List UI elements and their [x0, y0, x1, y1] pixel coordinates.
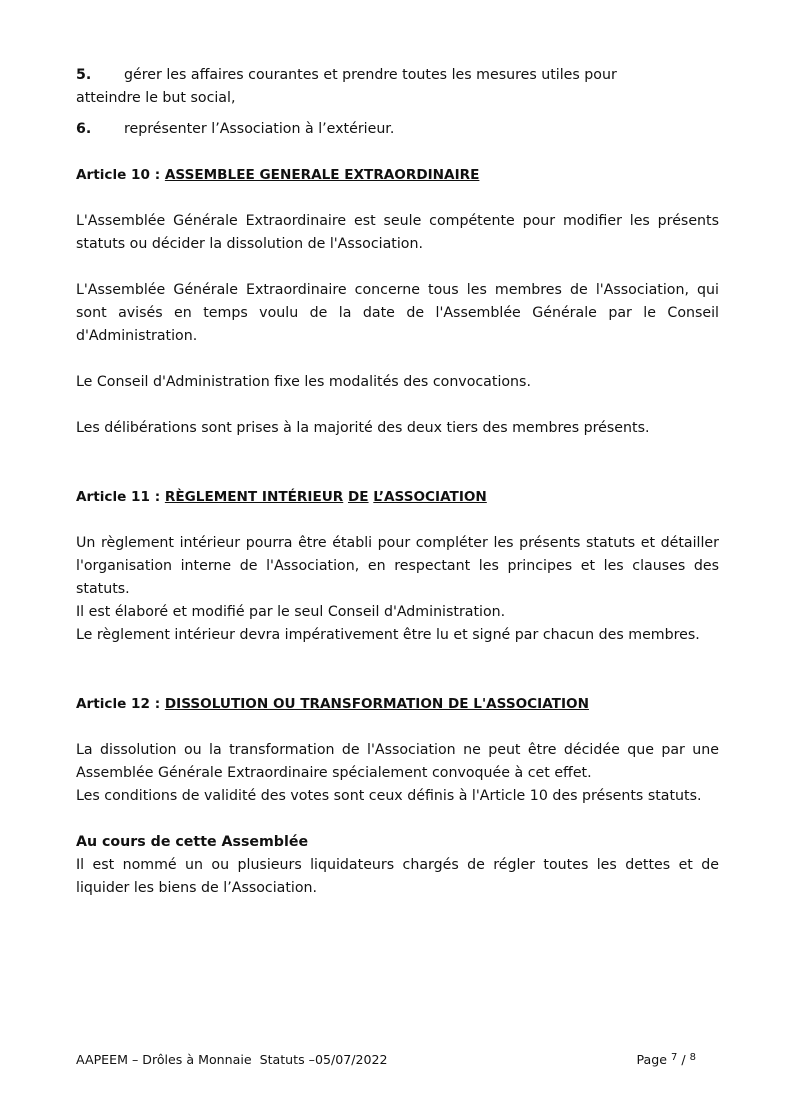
footer-page-current: 7: [671, 1052, 678, 1063]
footer-page-label: Page: [636, 1052, 671, 1067]
article-12-subheading: Au cours de cette Assemblée: [76, 834, 309, 850]
footer-document-info: AAPEEM – Drôles à Monnaie Statuts –05/07/2022: [76, 1052, 388, 1067]
article-10-paragraph-2: L'Assemblée Générale Extraordinaire concerne tous les membres de l'Association, qui sont avisés en temps voulu de la date de l'Assemblée Générale par le Conseil d'Administration.: [76, 282, 719, 344]
article-12-paragraph-3: Il est nommé un ou plusieurs liquidateurs chargés de régler toutes les dettes et de liquider les biens de l’Association.: [76, 857, 719, 896]
article-11-line-3: Le règlement intérieur devra impérativement être lu et signé par chacun des membres.: [76, 627, 700, 643]
article-12-prefix: Article 12 :: [76, 696, 165, 712]
article-12-paragraph-1: La dissolution ou la transformation de l'Association ne peut être décidée que par une Assemblée Générale Extraordinaire spécialement convoquée à cet effet.: [76, 742, 719, 781]
article-10-paragraph-4: Les délibérations sont prises à la majorité des deux tiers des membres présents.: [76, 420, 650, 436]
article-10-prefix: Article 10 :: [76, 167, 165, 183]
article-11-title-part3: L’ASSOCIATION: [373, 489, 487, 505]
article-11-line-2: Il est élaboré et modifié par le seul Conseil d'Administration.: [76, 604, 506, 620]
article-11-heading: [76, 486, 719, 509]
article-10-paragraph-1: L'Assemblée Générale Extraordinaire est seule compétente pour modifier les présents statuts ou décider la dissolution de l'Association.: [76, 213, 719, 252]
article-12-title: DISSOLUTION OU TRANSFORMATION DE L'ASSOCIATION: [164, 696, 589, 712]
list-item-6: [76, 118, 719, 141]
list-number: 6.: [76, 121, 92, 137]
list-text-continuation: atteindre le but social,: [76, 90, 236, 106]
article-11-prefix: Article 11 :: [76, 489, 165, 505]
list-number: 5.: [76, 67, 92, 83]
list-text: représenter l’Association à l’extérieur.: [124, 121, 395, 137]
footer-page-number: [637, 1052, 697, 1067]
article-10-heading: [76, 164, 719, 187]
article-10-title: ASSEMBLEE GENERALE EXTRAORDINAIRE: [164, 167, 480, 183]
article-11-title-part2: DE: [347, 489, 369, 505]
article-11-title-part1: RÈGLEMENT INTÉRIEUR: [164, 489, 344, 505]
document-page: [76, 64, 719, 900]
list-text: gérer les affaires courantes et prendre toutes les mesures utiles pour: [124, 67, 617, 83]
article-12-heading: [76, 693, 719, 716]
article-11-paragraph: Un règlement intérieur pourra être établi pour compléter les présents statuts et détailler l'organisation interne de l'Association, en respectant les principes et les clauses des statuts.: [76, 535, 719, 597]
article-12-paragraph-2: Les conditions de validité des votes sont ceux définis à l'Article 10 des présents statuts.: [76, 788, 702, 804]
footer-page-separator: /: [677, 1052, 690, 1067]
list-item-5: [76, 64, 719, 110]
article-10-paragraph-3: Le Conseil d'Administration fixe les modalités des convocations.: [76, 374, 531, 390]
footer-page-total: 8: [689, 1052, 696, 1063]
